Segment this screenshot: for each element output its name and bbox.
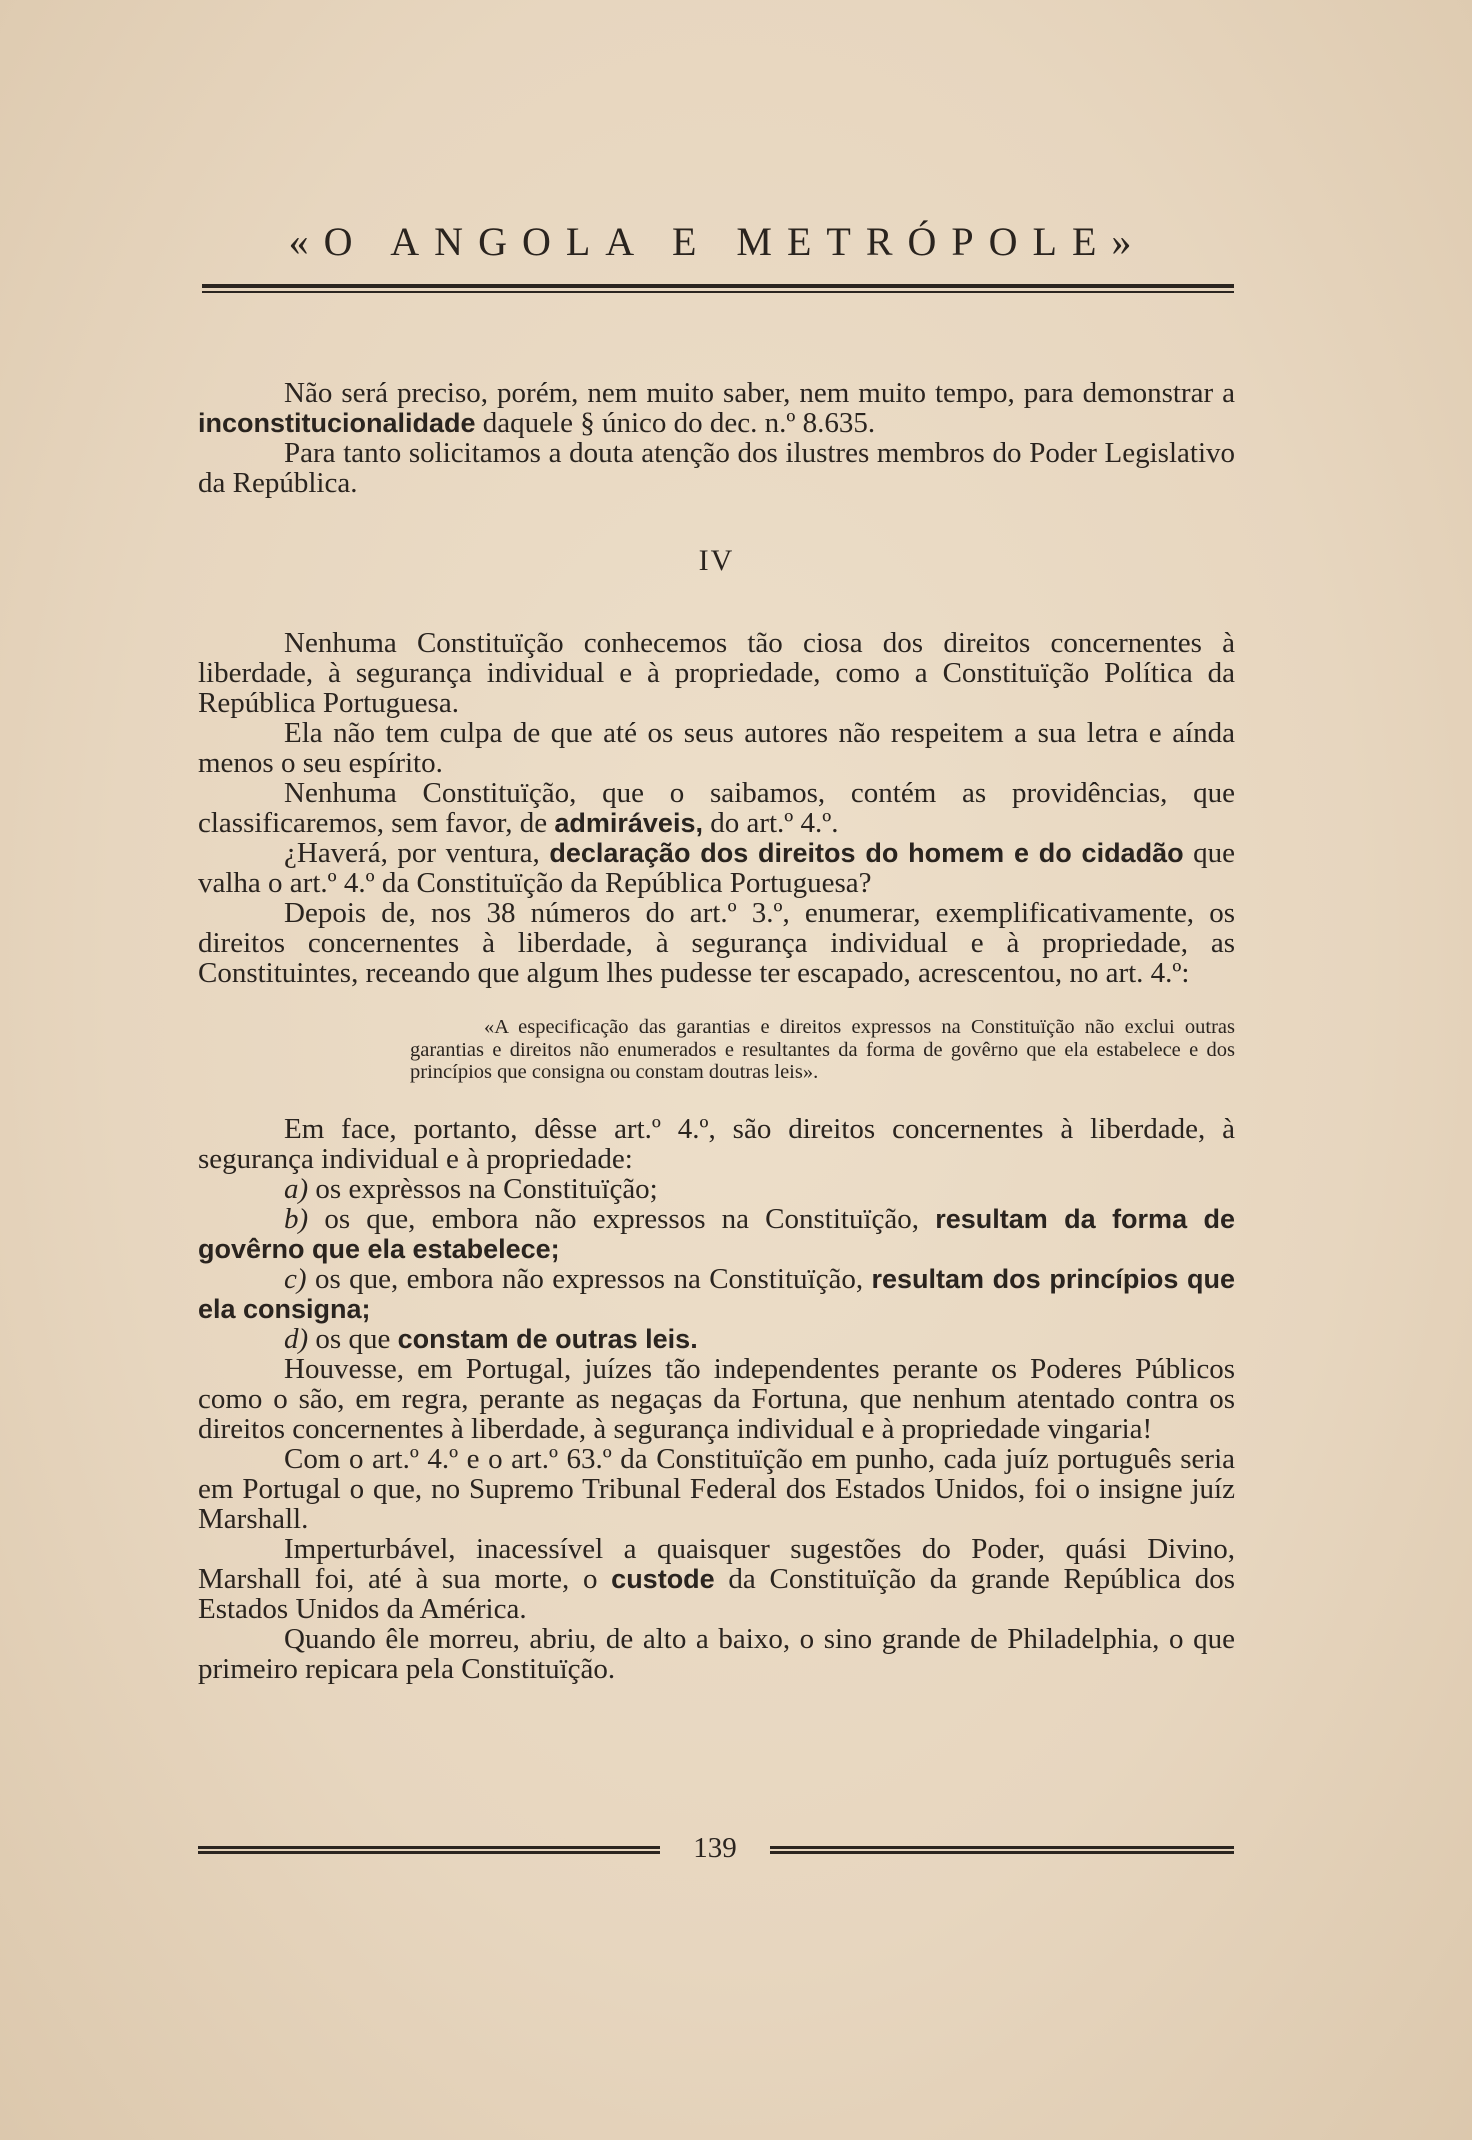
bold-text: resultam da forma de govêrno que ela estabelece; — [198, 1203, 1236, 1264]
text: Não será preciso, porém, nem muito saber, nem muito tempo, para demonstrar a — [284, 377, 1235, 409]
text: os que, embora não expressos na Constituïção, — [324, 1202, 936, 1235]
body-text — [198, 378, 1235, 1684]
text: ¿Haverá, por ventura, — [284, 837, 550, 869]
paragraph — [198, 838, 1235, 898]
item-letter: c) — [284, 1262, 307, 1295]
section-number: IV — [698, 544, 735, 577]
text: os exprèssos na Constituïção; — [315, 1172, 658, 1205]
list-item-d — [198, 1324, 1235, 1354]
list-item-a — [198, 1174, 1235, 1204]
item-letter: a) — [284, 1172, 309, 1205]
text: que valha o art.º 4.º da Constituïção da República Portuguesa? — [198, 837, 1235, 899]
item-letter: b) — [284, 1202, 309, 1235]
bold-text: constam de outras leis. — [397, 1323, 698, 1354]
page-number: 139 — [693, 1832, 737, 1864]
bold-text: admiráveis, — [554, 808, 703, 838]
text: Imperturbável, inacessível a quaisquer sugestões do Poder, quási Divino, Marshall foi, até à sua morte, o — [198, 1532, 1235, 1595]
text: daquele § único do dec. n.º 8.635. — [475, 407, 876, 439]
paragraph: Para tanto solicitamos a douta atenção dos ilustres membros do Poder Legislativo da República. — [198, 437, 1235, 499]
header-rule — [202, 284, 1234, 293]
block-quote — [410, 1016, 1235, 1084]
paragraph — [198, 778, 1235, 838]
list-item-c — [198, 1264, 1235, 1324]
text: da Constituïção da grande República dos Estados Unidos da América. — [198, 1562, 1235, 1625]
footer-rule-left — [198, 1846, 660, 1854]
paragraph: Houvesse, em Portugal, juízes tão independentes perante os Poderes Públicos como o são, em regra, perante as negaças da Fortuna, que nenhum atentado contra os direitos concernentes à liberdade, à segurança individual e à propriedade vingaria! — [198, 1352, 1235, 1445]
text: os que — [315, 1322, 398, 1355]
paragraph — [198, 1534, 1235, 1624]
paragraph: Quando êle morreu, abriu, de alto a baixo, o sino grande de Philadelphia, o que primeiro repicara pela Constituïção. — [198, 1622, 1235, 1685]
paragraph: Ela não tem culpa de que até os seus autores não respeitem a sua letra e aínda menos o seu espírito. — [198, 717, 1235, 779]
list-item-b — [198, 1204, 1235, 1264]
bold-text: declaração dos direitos do homem e do cidadão — [549, 838, 1184, 868]
item-letter: d) — [284, 1322, 309, 1355]
paragraph: Com o art.º 4.º e o art.º 63.º da Constituïção em punho, cada juíz português seria em Portugal o que, no Supremo Tribunal Federal dos Estados Unidos, foi o insigne juíz Marshall. — [198, 1442, 1235, 1535]
text: do art.º 4.º. — [702, 807, 839, 839]
footer-rule-right — [770, 1846, 1234, 1854]
paragraph — [198, 378, 1235, 438]
paragraph: Nenhuma Constituïção conhecemos tão ciosa dos direitos concernentes à liberdade, à segurança individual e à propriedade, como a Constituïção Política da República Portuguesa. — [198, 627, 1235, 719]
paragraph: Em face, portanto, dêsse art.º 4.º, são direitos concernentes à liberdade, à segurança individual e à propriedade: — [198, 1112, 1235, 1175]
paragraph: Depois de, nos 38 números do art.º 3.º, enumerar, exemplificativamente, os direitos concernentes à liberdade, à segurança individual e à propriedade, as Constituintes, receando que algum lhes pudesse ter escapado, acrescentou, no art. 4.º: — [198, 897, 1235, 989]
bold-text: resultam dos princípios que ela consigna; — [198, 1263, 1235, 1324]
text: os que, embora não expressos na Constituïção, — [314, 1262, 872, 1295]
bold-text: custode — [611, 1563, 715, 1594]
running-header: «O ANGOLA E METRÓPOLE» — [288, 219, 1147, 264]
quote-text: «A especificação das garantias e direitos expressos na Constituïção não exclui outras garantias e direitos não enumerados e resultantes da forma de govêrno que ela estabelece e dos princípios que consigna ou constam doutras leis». — [410, 1016, 1235, 1083]
bold-text: inconstitucionalidade — [198, 408, 476, 438]
text: Nenhuma Constituïção, que o saibamos, contém as providências, que classificaremos, sem favor, de — [198, 777, 1235, 839]
